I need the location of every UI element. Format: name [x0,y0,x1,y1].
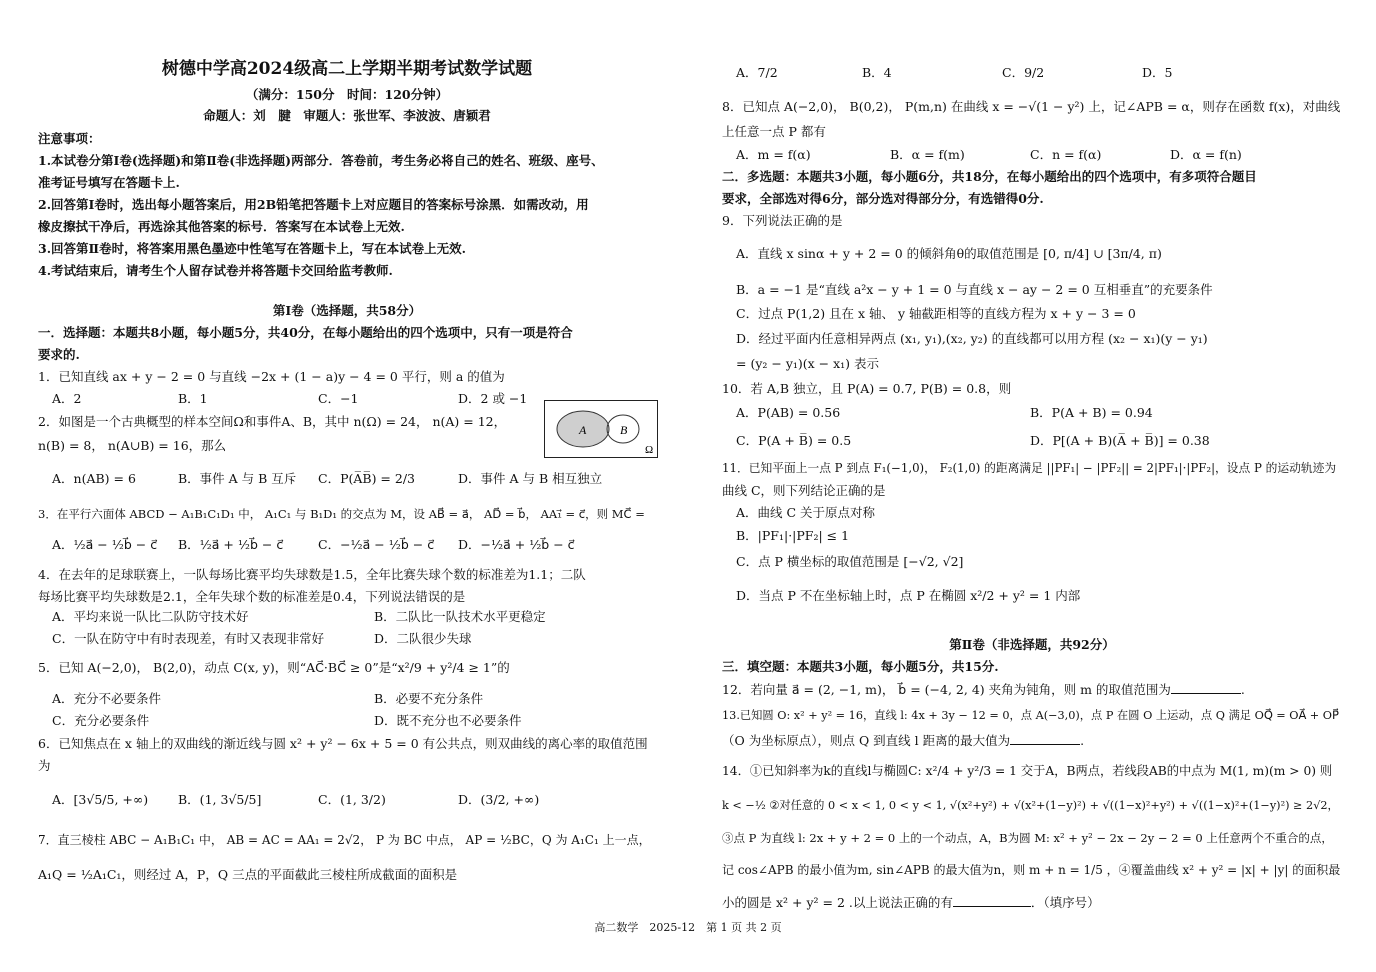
note-3: 3.回答第Ⅱ卷时，将答案用黑色墨迹中性笔写在答题卡上，写在本试卷上无效. [38,241,466,256]
part1-heading: 第Ⅰ卷（选择题，共58分） [272,303,422,318]
q2-option-c: C．P(A̅B̅) = 2/3 [318,471,415,486]
q14-line-4: 记 cos∠APB 的最小值为m, sin∠APB 的最大值为n，则 m + n = 1/5 ，④覆盖曲线 x² + y² = |x| + |y| 的面积最 [722,863,1341,877]
q2-option-b: B．事件 A 与 B 互斥 [178,471,297,486]
omega-label: Ω [645,444,654,456]
q3-option-b: B．½a⃗ + ½b⃗ − c⃗ [178,537,284,552]
q8-option-b: B．α = f(m) [890,147,965,162]
q10-option-b: B．P(A + B) = 0.94 [1030,405,1153,420]
section2-instr-a: 二．多选题：本题共3小题，每小题6分，共18分，在每小题给出的四个选项中，有多项符合题目 [722,169,1257,184]
q14-answer-blank[interactable] [953,894,1031,907]
exam-meta: （满分：150分 时间：120分钟） [245,87,449,102]
section1-instr-a: 一．选择题：本题共8小题，每小题5分，共40分，在每小题给出的四个选项中，只有一项是符合 [38,325,573,340]
section3-instr: 三．填空题：本题共3小题，每小题5分，共15分. [722,659,999,674]
note-4: 4.考试结束后，请考生个人留存试卷并将答题卡交回给监考教师. [38,263,393,278]
q1-option-c: C．−1 [318,391,359,406]
venn-graphic [545,401,657,457]
q8-option-c: C．n = f(α) [1030,147,1102,162]
notes-heading: 注意事项： [38,131,101,146]
q8-stem-2: 上任意一点 P 都有 [722,124,826,139]
q4-option-c: C．一队在防守中有时表现差，有时又表现非常好 [52,631,325,646]
q2-option-a: A．n(AB) = 6 [52,471,136,486]
q9-stem: 9．下列说法正确的是 [722,213,843,228]
q3-option-c: C．−½a⃗ − ½b⃗ − c⃗ [318,537,435,552]
q4-option-b: B．二队比一队技术水平更稳定 [374,609,546,624]
venn-diagram [544,400,658,458]
q14-line-2: k < −½ ②对任意的 0 < x < 1, 0 < y < 1, √(x²+y²) + √(x²+(1−y)²) + √((1−x)²+y²) + √((1−x)²+(1−y)²) ≥ 2√2， [722,799,1339,812]
q14-line-5: 小的圆是 x² + y² = 2 .以上说法正确的有 [722,895,953,910]
q6-stem-1: 6．已知焦点在 x 轴上的双曲线的渐近线与圆 x² + y² − 6x + 5 = 0 有公共点，则双曲线的离心率的取值范围 [38,736,648,751]
q6-option-a: A．[3√5/5, +∞) [52,792,149,807]
q8-stem-1: 8．已知点 A(−2,0)， B(0,2)， P(m,n) 在曲线 x = −√(1 − y²) 上，记∠APB = α，则存在函数 f(x)，对曲线 [722,99,1341,114]
q4-option-a: A．平均来说一队比二队防守技术好 [52,609,249,624]
set-a-label: A [579,423,587,437]
q11-stem-1: 11．已知平面上一点 P 到点 F₁(−1,0)， F₂(1,0) 的距离满足 ||PF₁| − |PF₂|| = 2|PF₁|·|PF₂|，设点 P 的运动轨迹为 [722,461,1337,475]
page-footer: 高二数学 2025-12 第 1 页 共 2 页 [594,921,782,934]
q11-option-a: A．曲线 C 关于原点对称 [736,505,876,520]
q3-stem: 3．在平行六面体 ABCD − A₁B₁C₁D₁ 中， A₁C₁ 与 B₁D₁ 的交点为 M，设 AB⃗ = a⃗， AD⃗ = b⃗， AA₁⃗ = c⃗，则 MC⃗ = [38,507,645,521]
q3-option-a: A．½a⃗ − ½b⃗ − c⃗ [52,537,158,552]
q2-stem-2: n(B) = 8， n(A∪B) = 16，那么 [38,438,227,453]
q11-option-b: B．|PF₁|·|PF₂| ≤ 1 [736,528,850,543]
q12-stem: 12．若向量 a⃗ = (2, −1, m)， b⃗ = (−4, 2, 4) 夹角为钝角，则 m 的取值范围为 [722,682,1171,697]
q9-option-d-2: = (y₂ − y₁)(x − x₁) 表示 [736,356,880,371]
q7-stem-2: A₁Q = ½A₁C₁，则经过 A，P，Q 三点的平面截此三棱柱所成截面的面积是 [38,867,458,882]
q8-option-d: D．α = f(n) [1170,147,1242,162]
q8-option-a: A．m = f(α) [736,147,811,162]
q10-option-a: A．P(AB) = 0.56 [736,405,841,420]
q5-option-a: A．充分不必要条件 [52,691,162,706]
q5-option-b: B．必要不充分条件 [374,691,484,706]
q7-option-c: C．9/2 [1002,65,1045,80]
q14-end: ．（填序号） [1030,895,1100,910]
section1-instr-b: 要求的. [38,347,80,362]
q12-end: . [1240,682,1245,697]
q5-stem: 5．已知 A(−2,0)， B(2,0)，动点 C(x, y)，则“AC⃗·BC⃗ ≥ 0”是“x²/9 + y²/4 ≥ 1”的 [38,660,510,675]
q9-option-c: C．过点 P(1,2) 且在 x 轴、 y 轴截距相等的直线方程为 x + y − 3 = 0 [736,306,1136,321]
q14-line-3: ③点 P 为直线 l: 2x + y + 2 = 0 上的一个动点，A，B为圆 M: x² + y² − 2x − 2y − 2 = 0 上任意两个不重合的点， [722,831,1333,845]
q9-option-a: A．直线 x sinα + y + 2 = 0 的倾斜角θ的取值范围是 [0, π/4] ∪ [3π/4, π) [736,246,1162,261]
note-1b: 准考证号填写在答题卡上. [38,175,180,190]
q6-option-c: C．(1, 3/2) [318,792,386,807]
q11-option-c: C．点 P 横坐标的取值范围是 [−√2, √2] [736,554,964,569]
note-2a: 2.回答第Ⅰ卷时，选出每小题答案后，用2B铅笔把答题卡上对应题目的答案标号涂黑．如需改动，用 [38,197,589,212]
q9-option-b: B．a = −1 是“直线 a²x − y + 1 = 0 与直线 x − ay − 2 = 0 互相垂直”的充要条件 [736,282,1213,297]
section2-instr-b: 要求，全部选对得6分，部分选对得部分分，有选错得0分. [722,191,1044,206]
part2-heading: 第Ⅱ卷（非选择题，共92分） [949,637,1115,652]
q7-option-a: A．7/2 [736,65,778,80]
q7-option-d: D．5 [1142,65,1173,80]
q10-option-c: C．P(A + B̅) = 0.5 [736,433,852,448]
q2-option-d: D．事件 A 与 B 相互独立 [458,471,603,486]
q12-line [722,681,1245,699]
q13-line-2 [722,732,1084,750]
q6-stem-2: 为 [38,758,51,773]
q4-stem-1: 4．在去年的足球联赛上，一队每场比赛平均失球数是1.5，全年比赛失球个数的标准差为1.1；二队 [38,567,586,582]
q13-end: . [1080,733,1085,748]
q1-stem: 1．已知直线 ax + y − 2 = 0 与直线 −2x + (1 − a)y − 4 = 0 平行，则 a 的值为 [38,369,505,384]
q2-stem-1: 2．如图是一个古典概型的样本空间Ω和事件A、B，其中 n(Ω) = 24， n(A) = 12， [38,414,507,429]
q7-option-b: B．4 [862,65,892,80]
q5-option-d: D．既不充分也不必要条件 [374,713,522,728]
exam-authors: 命题人：刘 腱 审题人：张世军、李波波、唐颖君 [203,108,491,123]
q13-stem-1: 13.已知圆 O: x² + y² = 16，直线 l: 4x + 3y − 12 = 0，点 A(−3,0)，点 P 在圆 O 上运动，点 Q 满足 OQ⃗ = OA⃗ + OP⃗ [722,709,1339,722]
q14-line-1: 14．①已知斜率为k的直线l与椭圆C: x²/4 + y²/3 = 1 交于A，B两点，若线段AB的中点为 M(1, m)(m > 0) 则 [722,764,1333,778]
q13-stem-2: （O 为坐标原点），则点 Q 到直线 l 距离的最大值为 [722,733,1011,748]
q14-line-5-wrap [722,894,1100,912]
q10-stem: 10．若 A,B 独立，且 P(A) = 0.7, P(B) = 0.8，则 [722,381,1012,396]
q5-option-c: C．充分必要条件 [52,713,150,728]
q4-option-d: D．二队很少失球 [374,631,472,646]
q1-option-b: B．1 [178,391,208,406]
q10-option-d: D．P[(A + B)(A̅ + B̅)] = 0.38 [1030,433,1210,448]
q1-option-d: D．2 或 −1 [458,391,528,406]
note-2b: 橡皮擦拭干净后，再选涂其他答案的标号．答案写在本试卷上无效. [38,219,405,234]
set-b-label: B [620,423,628,437]
q13-answer-blank[interactable] [1010,732,1080,745]
q11-stem-2: 曲线 C，则下列结论正确的是 [722,483,886,498]
q4-stem-2: 每场比赛平均失球数是2.1，全年失球个数的标准差是0.4，下列说法错误的是 [38,589,466,604]
q1-option-a: A．2 [52,391,82,406]
q9-option-d-1: D．经过平面内任意相异两点 (x₁, y₁),(x₂, y₂) 的直线都可以用方程 (x₂ − x₁)(y − y₁) [736,331,1208,346]
note-1a: 1.本试卷分第Ⅰ卷(选择题)和第Ⅱ卷(非选择题)两部分．答卷前，考生务必将自己的姓名、班级、座号、 [38,153,604,168]
q6-option-b: B．(1, 3√5/5] [178,792,262,807]
q3-option-d: D．−½a⃗ + ½b⃗ − c⃗ [458,537,575,552]
q6-option-d: D．(3/2, +∞) [458,792,540,807]
page-title: 树德中学高2024级高二上学期半期考试数学试题 [161,59,533,79]
q11-option-d: D．当点 P 不在坐标轴上时，点 P 在椭圆 x²/2 + y² = 1 内部 [736,588,1081,603]
q12-answer-blank[interactable] [1171,681,1241,694]
q7-stem-1: 7．直三棱柱 ABC − A₁B₁C₁ 中， AB = AC = AA₁ = 2√2， P 为 BC 中点， AP = ½BC，Q 为 A₁C₁ 上一点， [38,833,651,847]
